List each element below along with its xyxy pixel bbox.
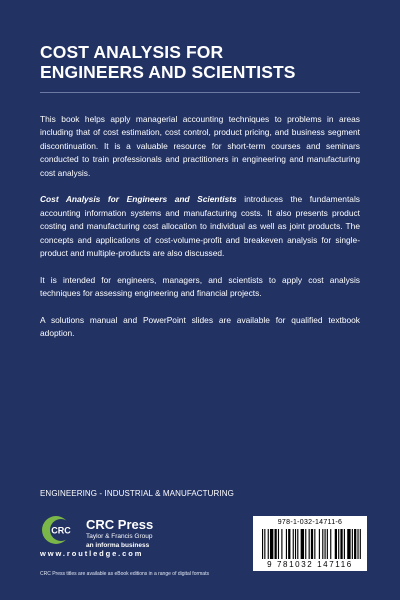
barcode-bar [275, 529, 277, 559]
subject-category: ENGINEERING - INDUSTRIAL & MANUFACTURING [40, 489, 234, 498]
book-description [40, 113, 360, 354]
barcode-bar [340, 529, 342, 559]
description-paragraph-4: A solutions manual and PowerPoint slides are available for qualified textbook adoption. [40, 315, 360, 339]
barcode-bar [357, 529, 358, 559]
barcode-bar [344, 529, 345, 559]
barcode-bar [262, 529, 263, 559]
barcode-bar [301, 529, 304, 559]
logo-text: CRC [51, 525, 71, 536]
barcode-bar [338, 529, 339, 559]
barcode-bar [288, 529, 290, 559]
barcode-bar [319, 529, 320, 559]
barcode-bar [270, 529, 273, 559]
publisher-website: www.routledge.com [40, 549, 144, 558]
book-title-line-2: ENGINEERS AND SCIENTISTS [40, 62, 296, 82]
barcode-bar [268, 529, 269, 559]
barcode-bar [311, 529, 313, 559]
barcode-bar [325, 529, 326, 559]
isbn-barcode [253, 516, 367, 571]
title-divider [40, 92, 360, 93]
barcode-bar [360, 529, 361, 559]
barcode-bar [305, 529, 306, 559]
publisher-block [86, 518, 153, 549]
isbn-text: 978-1-032-14711-6 [277, 519, 343, 526]
barcode-bar [354, 529, 356, 559]
publisher-business: an informa business [86, 541, 150, 549]
description-paragraph-3: It is intended for engineers, managers, and scientists to apply cost analysis techniques for assessing engineering and financial projects. [40, 274, 360, 299]
ebook-note: CRC Press titles are available as eBook editions in a range of digital formats [40, 571, 209, 577]
barcode-bar [330, 529, 331, 559]
barcode-bar [297, 529, 298, 559]
book-title-inline: Cost Analysis for Engineers and Scientists [40, 194, 237, 205]
description-paragraph-1: This book helps apply managerial accounting techniques to problems in areas including that of cost estimation, cost control, product pricing, and business segment discontinuation. It is a valuable resource for short-term courses and seminars conducted to train professionals and practitioners in engineering and manufacturing cost analysis. [40, 114, 360, 178]
barcode-bar [286, 529, 287, 559]
barcode-bar [281, 529, 282, 559]
barcode-bar [347, 529, 350, 559]
book-title-line-1: COST ANALYSIS FOR [40, 42, 224, 62]
isbn-digits: 9 781032 147116 [267, 560, 353, 569]
crc-press-logo-icon [40, 514, 80, 546]
barcode-bars [262, 529, 362, 559]
barcode-bar [314, 529, 315, 559]
barcode-bar [335, 529, 337, 559]
barcode-bar [278, 529, 279, 559]
barcode-bar [322, 529, 323, 559]
barcode-bar [309, 529, 310, 559]
description-paragraph-2 [40, 193, 360, 260]
barcode-bar [352, 529, 353, 559]
barcode-bar [293, 529, 294, 559]
publisher-name: CRC Press [86, 517, 154, 532]
book-title [40, 42, 370, 82]
publisher-group: Taylor & Francis Group [86, 533, 153, 540]
description-paragraph-2-text: introduces the fundamentals accounting information systems and manufacturing costs. It also presents product costing and manufacturing cost allocation to individual as well as joint products. The concepts and applications of cost-volume-profit and breakeven analysis for single-product and multiple-products are also discussed. [40, 194, 360, 259]
barcode-bar [327, 529, 328, 559]
barcode-bar [264, 529, 265, 559]
barcode-bar [295, 529, 296, 559]
